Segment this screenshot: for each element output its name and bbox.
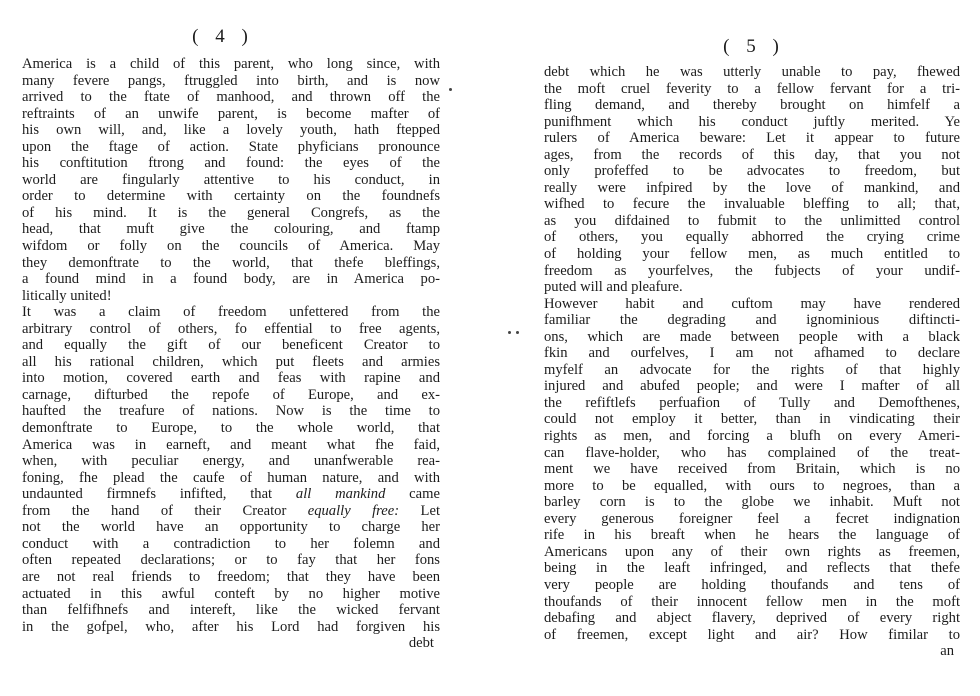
left-page <box>22 0 440 652</box>
text-line: rights as men, and forcing a blufh on every Ameri- <box>544 428 960 445</box>
text-line: debt which he was utterly unable to pay, fhewed <box>544 64 960 80</box>
text-line: fling demand, and thereby brought on himfelf a <box>544 97 960 114</box>
text-line: injured and abufed people; and were I mafter of all <box>544 378 960 395</box>
page-number-left: ( 4 ) <box>192 26 254 47</box>
text-line: rulers of America beware: Let it appear to future <box>544 130 960 147</box>
text-line: could not employ it better, than in vindicating their <box>544 411 960 428</box>
text-line: not the world have an opportunity to charge her <box>22 519 440 536</box>
text-line: only profeffed to be advocates to freedom, but <box>544 163 960 180</box>
text-line: all his rational children, which put fleets and armies <box>22 353 440 370</box>
gutter-speck <box>508 331 511 334</box>
text-line: actuated in this awful conteft by no higher motive <box>22 585 440 602</box>
text-line: they demonftrate to the world, that thefe bleffings, <box>22 254 440 271</box>
text-line: being in the leaft infringed, and reflects that thefe <box>544 560 960 577</box>
left-page-text <box>22 56 440 652</box>
text-line: debafing and abject flavery, deprived of every right <box>544 610 960 627</box>
text-segment: undaunted firmnefs infifted, that <box>22 486 273 503</box>
text-line: haufted the treafure of nations. Now is the time to <box>22 403 440 420</box>
text-line: litically united! <box>22 287 112 304</box>
page-number-right: ( 5 ) <box>723 36 785 57</box>
text-line: upon the ftage of action. State phyficians pronounce <box>22 138 440 155</box>
text-line: of others, you equally abhorred the crying crime <box>544 229 960 246</box>
text-line: It was a claim of freedom unfettered from the <box>22 304 440 321</box>
text-line: as you difdained to fubmit to the unlimitted control <box>544 212 960 229</box>
text-line: of freemen, except light and air? How fimilar to <box>544 626 960 643</box>
text-line: in the gofpel, who, after his Lord had forgiven his <box>22 618 440 635</box>
text-line: wifdom or folly on the councils of America. May <box>22 238 440 255</box>
text-line: myfelf an advocate for the rights of that highly <box>544 361 960 378</box>
text-line: fkin and ourfelves, I am not afhamed to declare <box>544 345 960 362</box>
gutter-speck <box>516 331 519 334</box>
text-line: of holding your fellow men, as much entitled to <box>544 246 960 263</box>
text-line: punifhment which his conduct juftly merited. Ye <box>544 113 960 130</box>
text-line: world are fingularly attentive to his conduct, in <box>22 171 440 188</box>
text-line: thoufands of their innocent fellow men in the moft <box>544 593 960 610</box>
text-line: when, with peculiar energy, and unanfwerable rea- <box>22 453 440 470</box>
text-line: rife in his breaft when he hears the language of <box>544 527 960 544</box>
text-line: puted will and pleafure. <box>544 279 683 296</box>
text-line: than felfifhnefs and intereft, like the wicked fervant <box>22 602 440 619</box>
text-line: arbitrary control of others, fo effential to free agents, <box>22 320 440 337</box>
text-line: often repeated declarations; or to fay that her fons <box>22 552 440 569</box>
text-line: familiar the degrading and ignominious diftincti- <box>544 312 960 329</box>
text-line: America was in earneft, and meant what fhe faid, <box>22 436 440 453</box>
text-line: order to determine with certainty on the foundnefs <box>22 188 440 205</box>
text-line: can flave-holder, who has complained of the treat- <box>544 444 960 461</box>
text-line: carnage, difturbed the repofe of Europe, and ex- <box>22 386 440 403</box>
text-line: ages, from the records of this day, that you not <box>544 146 960 163</box>
text-line: barley corn is to the globe we inhabit. Muft not <box>544 494 960 511</box>
text-line: head, that muft give the colouring, and ftamp <box>22 221 440 238</box>
text-segment: Let <box>420 502 440 519</box>
text-line: a found mind in a found body, are in America po- <box>22 271 440 288</box>
text-line: conduct with a contradiction to her folemn and <box>22 535 440 552</box>
text-line: However habit and cuftom may have rendered <box>544 295 960 312</box>
text-segment: came <box>409 486 440 503</box>
text-line: America is a child of this parent, who long since, with <box>22 56 440 72</box>
text-line: reftraints of an unwife parent, is become mafter of <box>22 105 440 122</box>
gutter-speck <box>449 88 452 91</box>
italic-phrase: all mankind <box>295 486 386 503</box>
italic-phrase: equally free: <box>307 502 400 519</box>
right-page <box>544 0 960 660</box>
text-line: his own will, and, like a lovely youth, hath ftepped <box>22 122 440 139</box>
right-page-text <box>544 64 960 660</box>
text-line: freedom as yourfelves, the fubjects of your undif- <box>544 262 960 279</box>
text-line: demonftrate to Europe, to the whole world, that <box>22 420 440 437</box>
text-line: ons, which are made between people with a black <box>544 328 960 345</box>
catchword: debt <box>408 635 434 652</box>
text-line: foning, fhe plead the caufe of human nature, and with <box>22 469 440 486</box>
text-line: of his mind. It is the general Congrefs, as the <box>22 204 440 221</box>
text-line: and equally the gift of our beneficent Creator to <box>22 337 440 354</box>
text-line: the refiftlefs perfuafion of Tully and Demofthenes, <box>544 394 960 411</box>
text-line: very people are holding thoufands and tens of <box>544 576 960 593</box>
text-line: his conftitution ftrong and found: the eyes of the <box>22 155 440 172</box>
text-line: many fevere pangs, ftruggled into birth, and is now <box>22 72 440 89</box>
text-line: the moft cruel feverity to a fellow fervant for a tri- <box>544 80 960 97</box>
text-line: arrived to the ftate of manhood, and thrown off the <box>22 89 440 106</box>
text-line: more to be equalled, with ours to negroes, than a <box>544 477 960 494</box>
text-line: really were infpired by the love of mankind, and <box>544 179 960 196</box>
text-segment: from the hand of their Creator <box>22 502 287 519</box>
text-line: Americans upon any of their own rights as freemen, <box>544 543 960 560</box>
text-line-mixed <box>22 503 440 520</box>
text-line: into motion, covered earth and feas with rapine and <box>22 370 440 387</box>
text-line: ment we have received from Britain, which is no <box>544 461 960 478</box>
text-line: wifhed to fecure the invaluable bleffing to all; that, <box>544 196 960 213</box>
text-line: every generous foreigner feel a fecret indignation <box>544 510 960 527</box>
catchword: an <box>940 643 954 660</box>
text-line: are not real friends to freedom; that they have been <box>22 568 440 585</box>
text-line-mixed <box>22 486 440 503</box>
